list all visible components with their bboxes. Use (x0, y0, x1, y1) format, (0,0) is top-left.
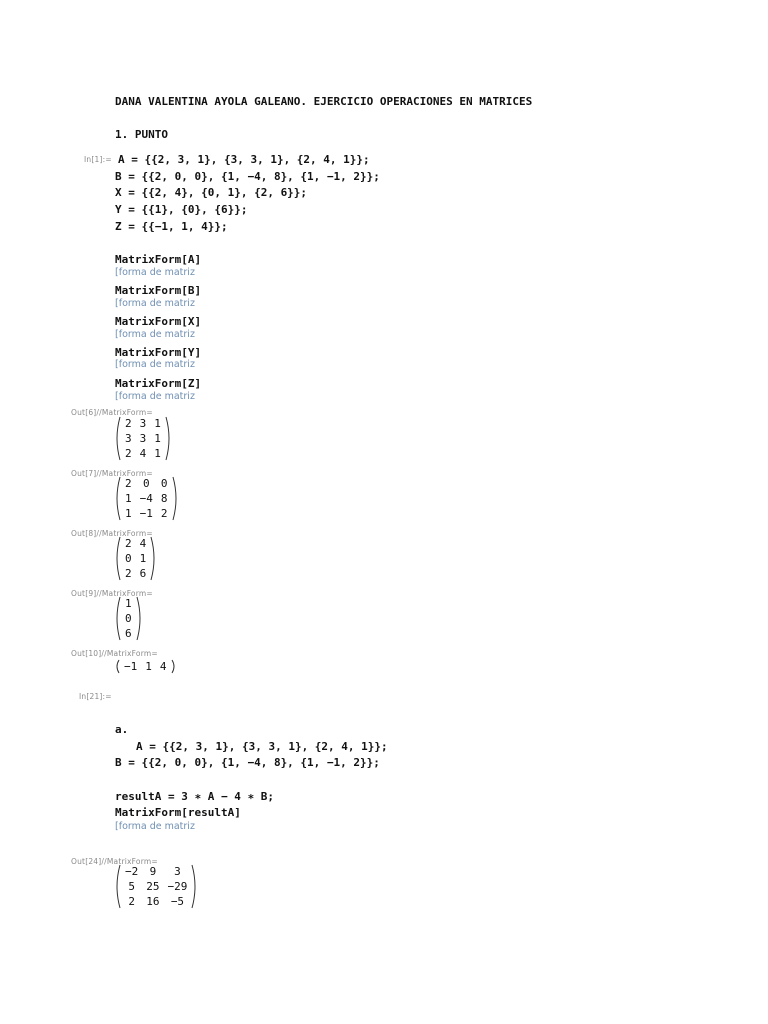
code-line[interactable]: A = {{2, 3, 1}, {3, 3, 1}, {2, 4, 1}}; (118, 153, 370, 166)
code-line[interactable]: Y = {{1}, {0}, {6}}; (115, 203, 248, 216)
left-paren-icon (114, 416, 121, 461)
autocomplete-hint: [forma de matriz (115, 267, 195, 278)
matrix-output (114, 476, 179, 521)
matrix-table: 2 3 1 3 3 1 2 4 1 (125, 417, 161, 460)
right-paren-icon (172, 476, 179, 521)
code-line[interactable]: X = {{2, 4}, {0, 1}, {2, 6}}; (115, 186, 308, 199)
output-label: Out[6]//MatrixForm= (71, 408, 153, 417)
autocomplete-hint: [forma de matriz (115, 821, 195, 832)
autocomplete-hint: [forma de matriz (115, 359, 195, 370)
matrixform-call[interactable]: MatrixForm[B] (115, 284, 202, 297)
matrix-table: 1 0 6 (125, 597, 132, 640)
matrix-table: 2 0 0 1 −4 8 1 −1 2 (125, 477, 168, 520)
autocomplete-hint: [forma de matriz (115, 329, 195, 340)
left-paren-icon (114, 476, 121, 521)
document-title: DANA VALENTINA AYOLA GALEANO. EJERCICIO OPERACIONES EN MATRICES (115, 95, 533, 108)
matrix-table: 2 4 0 1 2 6 (125, 537, 147, 580)
autocomplete-hint: [forma de matriz (115, 391, 195, 402)
left-paren-icon (114, 864, 121, 909)
output-label: Out[24]//MatrixForm= (71, 857, 158, 866)
matrix-table: −2 9 3 5 25 −29 2 16 −5 (125, 865, 188, 908)
code-line[interactable]: resultA = 3 ∗ A − 4 ∗ B; (115, 790, 274, 803)
code-line[interactable]: B = {{2, 0, 0}, {1, −4, 8}, {1, −1, 2}}; (115, 170, 380, 183)
matrix-output (114, 416, 172, 461)
output-label: Out[7]//MatrixForm= (71, 469, 153, 478)
right-paren-icon (171, 659, 177, 674)
output-label: Out[10]//MatrixForm= (71, 649, 158, 658)
right-paren-icon (150, 536, 157, 581)
matrixform-call[interactable]: MatrixForm[X] (115, 315, 202, 328)
right-paren-icon (136, 596, 143, 641)
code-line[interactable]: B = {{2, 0, 0}, {1, −4, 8}, {1, −1, 2}}; (115, 756, 380, 769)
matrix-output (114, 596, 143, 641)
code-line[interactable]: A = {{2, 3, 1}, {3, 3, 1}, {2, 4, 1}}; (136, 740, 388, 753)
matrixform-call[interactable]: MatrixForm[A] (115, 253, 202, 266)
right-paren-icon (191, 864, 198, 909)
code-line[interactable]: Z = {{−1, 1, 4}}; (115, 220, 228, 233)
matrixform-call[interactable]: MatrixForm[Y] (115, 346, 202, 359)
matrix-output (114, 659, 177, 674)
output-label: Out[8]//MatrixForm= (71, 529, 153, 538)
output-label: Out[9]//MatrixForm= (71, 589, 153, 598)
left-paren-icon (114, 536, 121, 581)
matrixform-call[interactable]: MatrixForm[resultA] (115, 806, 241, 819)
autocomplete-hint: [forma de matriz (115, 298, 195, 309)
input-label: In[21]:= (79, 692, 112, 701)
matrix-output (114, 864, 198, 909)
section-heading: 1. PUNTO (115, 128, 168, 141)
matrix-table: −1 1 4 (124, 660, 167, 673)
matrix-output (114, 536, 157, 581)
part-label[interactable]: a. (115, 723, 129, 736)
matrixform-call[interactable]: MatrixForm[Z] (115, 377, 202, 390)
input-label: In[1]:= (84, 155, 112, 164)
left-paren-icon (114, 596, 121, 641)
right-paren-icon (165, 416, 172, 461)
